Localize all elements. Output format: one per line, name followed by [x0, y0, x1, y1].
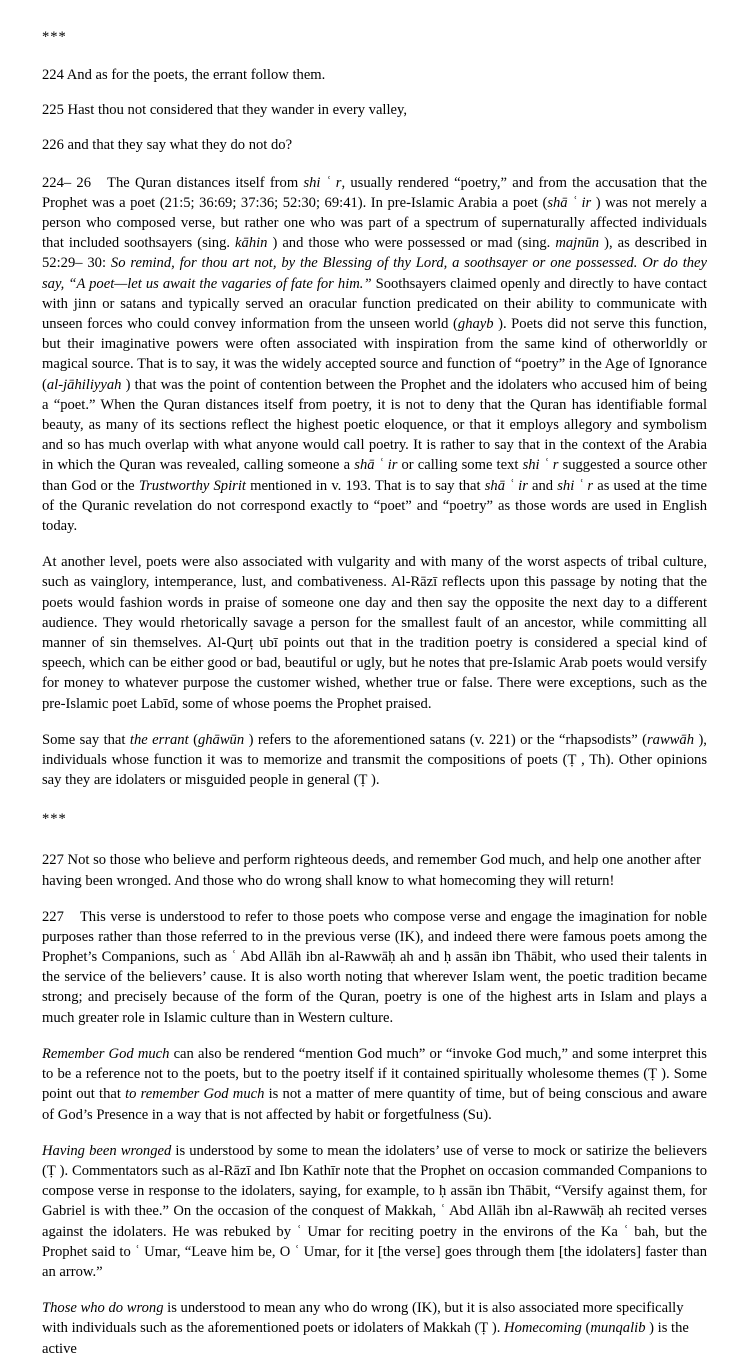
c1-i10: Trustworthy Spirit — [138, 477, 246, 494]
c1-t8: ) that was the point of contention between the Prophet and the idolaters who accused him of being a “poet.” When the Quran distances itself from poetry, it is not to deny that the Quran has identifiable formal beauty, as many of its sections reflect the highest poetic eloquence, or that it employs allegory and symbolism and so has much overlap with what anyone would call poetry. It is rather to say that in the context of the Arabia in which the Quran was revealed, calling someone a — [42, 376, 707, 474]
document-content — [42, 30, 707, 1359]
c1-i8: shā ʿ ir — [354, 457, 398, 474]
c1-t6: Soothsayers claimed openly and directly to have contact with jinn or satans and typically served an oracular function predicated on their ability to communicate with unseen forces who could convey information from the unseen world ( — [42, 275, 707, 333]
c1-i6: ghayb — [457, 316, 494, 333]
c1-t13: as used at the time of the Quranic revelation do not correspond exactly to “poet” and “poetry” as those words are used in English today. — [42, 477, 708, 535]
c6-i2: Homecoming — [504, 1320, 582, 1337]
verse-227-line1: 227 Not so those who believe and perform righteous deeds, and remember God much, and help one another after having — [42, 852, 701, 889]
section-divider-middle: *** — [42, 811, 67, 828]
c2-i3: rawwāh — [646, 731, 695, 748]
c1-i4: majnūn — [555, 235, 600, 252]
commentary-227 — [42, 907, 707, 1028]
c1-t7: ). Poets did not serve this function, but their imaginative powers were often associated with inspiration from the same kind of otherworldly or magical source. That is to say, it was the widely accepted source and function of “poetry” in the Age of Ignorance ( — [42, 316, 707, 393]
c4-t2: is not a matter of mere quantity of time, but of being conscious and aware of God’s Presence in a way that is not affected by habit or forgetfulness (Su). — [42, 1086, 707, 1123]
c3-t1: This verse is understood to refer to those poets who compose verse and engage the imagination for noble purposes rather than those referred to in the previous verse (IK), and indeed there were famous poets among the Prophet’s Companions, such as ʿ Abd Allāh ibn al-Rawwāḥ ah and ḥ assān ibn Thābit, who used their talents in the service of the believers’ cause. It is also worth noting that wherever Islam went, the poetic tradition became strong; and precisely because of the form of the Quran, poetry is one of the highest arts in Islam and plays a much greater role in Islamic culture than in Western culture. — [42, 908, 707, 1026]
c2-t4: ), individuals whose function it was to memorize and transmit the compositions of poets (Ṭ , Th). Other opinions say they are idolaters or misguided people in general (Ṭ ). — [42, 731, 707, 789]
c4-i1: Remember God much — [42, 1045, 170, 1062]
c1-i11: shā ʿ ir — [484, 477, 528, 494]
c2-i2: ghāwūn — [197, 731, 245, 748]
c1-i7: al-jāhiliyyah — [46, 376, 122, 393]
paragraph-having-been-wronged — [42, 1141, 707, 1282]
c6-i3: munqalib — [590, 1320, 646, 1337]
paragraph-those-who-do-wrong — [42, 1298, 707, 1359]
verse-227 — [42, 850, 707, 890]
c6-t3: ) is the active — [42, 1320, 689, 1357]
c1-i2: shā ʿ ir — [547, 194, 592, 211]
c1-i9: shi ʿ r — [522, 457, 559, 474]
c1-t4: ) and those who were possessed or mad (sing. — [267, 235, 556, 252]
commentary-verse-ref: 224– 26 — [42, 174, 92, 191]
c1-i1: shi ʿ r — [303, 174, 342, 191]
c1-t2: , usually rendered “poetry,” and from the accusation that the Prophet was a poet (21:5; 36:69; 37:36; 52:30; 69:41). In pre-Islamic Arabia a poet ( — [42, 174, 708, 211]
c1-t3: ) was not merely a person who composed verse, but rather one who was part of a spectrum of supernaturally affected individuals that included soothsayers (sing. — [42, 194, 707, 252]
c1-i3: kāhin — [235, 235, 268, 252]
c4-i2: to remember God much — [125, 1086, 265, 1103]
c1-t10: suggested a source other than God or the — [42, 457, 708, 494]
c1-t12: and — [527, 477, 558, 494]
c2-t1: Some say that — [42, 731, 130, 748]
c1-t11: mentioned in v. 193. That is to say that — [245, 477, 485, 494]
verse-224: 224 And as for the poets, the errant follow them. — [42, 66, 326, 83]
c1-i12: shi ʿ r — [557, 477, 594, 494]
c6-i1: Those who do wrong — [42, 1300, 164, 1317]
c6-t2: ( — [581, 1320, 591, 1337]
paragraph-another-level: At another level, poets were also associated with vulgarity and with many of the worst aspects of tribal culture, such as vainglory, intemperance, lust, and combativeness. Al-Rāzī reflects upon this passage by noting that the poets would fashion words in praise of someone one day and then say the opposite the next day to a different audience. They would rhetorically savage a person for the smallest fault of an ancestor, while committing all manner of sin themselves. Al-Qurṭ ubī points out that in the tradition poetry is considered a special kind of speech, which can be either good or bad, beautiful or ugly, but he notes that pre-Islamic Arab poets would versify for money to whatever purpose the customer wished, whether true or false. There were exceptions, such as the pre-Islamic poet Labīd, some of whose poems the Prophet praised. — [42, 554, 707, 712]
c1-t5: ), as described in 52:29– 30: — [42, 235, 707, 272]
commentary-224-226 — [42, 173, 707, 537]
verse-226: 226 and that they say what they do not do? — [42, 137, 293, 154]
verse-227-line2: been wronged. And those who do wrong shall know to what homecoming they will return! — [85, 872, 615, 889]
paragraph-remember-god-much — [42, 1044, 707, 1125]
c2-i1: the errant — [129, 731, 189, 748]
c4-t1: can also be rendered “mention God much” or “invoke God much,” and some interpret this to be a reference not to the poets, but to the poetry itself if it contained spiritually wholesome themes (Ṭ ). Some point out that — [42, 1045, 707, 1103]
c1-t1: The Quran distances itself from — [107, 174, 304, 191]
c5-t1: is understood by some to mean the idolaters’ use of verse to mock or satirize the believers (Ṭ ). Commentators such as al-Rāzī and Ibn Kathīr note that the Prophet on occasion commanded Companions to compose verse in response to the idolaters, saying, for example, to ḥ assān ibn Thābit, “Versify against them, for Gabriel is with thee.” On the occasion of the conquest of Makkah, ʿ Abd Allāh ibn al-Rawwāḥ ah recited verses against the idolaters. He was rebuked by ʿ Umar for reciting poetry in the environs of the Ka ʿ bah, but the Prophet said to ʿ Umar, “Leave him be, O ʿ Umar, for it [the verse] goes through them [the idolaters] faster than an arrow.” — [42, 1142, 707, 1280]
paragraph-some-say — [42, 730, 707, 791]
c2-t3: ) refers to the aforementioned satans (v. 221) or the “rhapsodists” ( — [244, 731, 647, 748]
c6-t1: is understood to mean any who do wrong (IK), but it is also associated more specifically with individuals such as the aforementioned poets or idolaters of Makkah (Ṭ ). — [42, 1300, 684, 1337]
c2-t2: ( — [188, 731, 198, 748]
c1-t9: or calling some text — [397, 457, 523, 474]
section-divider-top: *** — [42, 29, 67, 45]
c5-i1: Having been wronged — [42, 1142, 172, 1159]
verse-225: 225 Hast thou not considered that they wander in every valley, — [42, 102, 408, 119]
commentary-227-ref: 227 — [42, 908, 64, 925]
c1-i5: So remind, for thou art not, by the Blessing of thy Lord, a soothsayer or one possessed. Or do they say, “A poet—let us await the vagaries of fate for him.” — [42, 255, 708, 292]
